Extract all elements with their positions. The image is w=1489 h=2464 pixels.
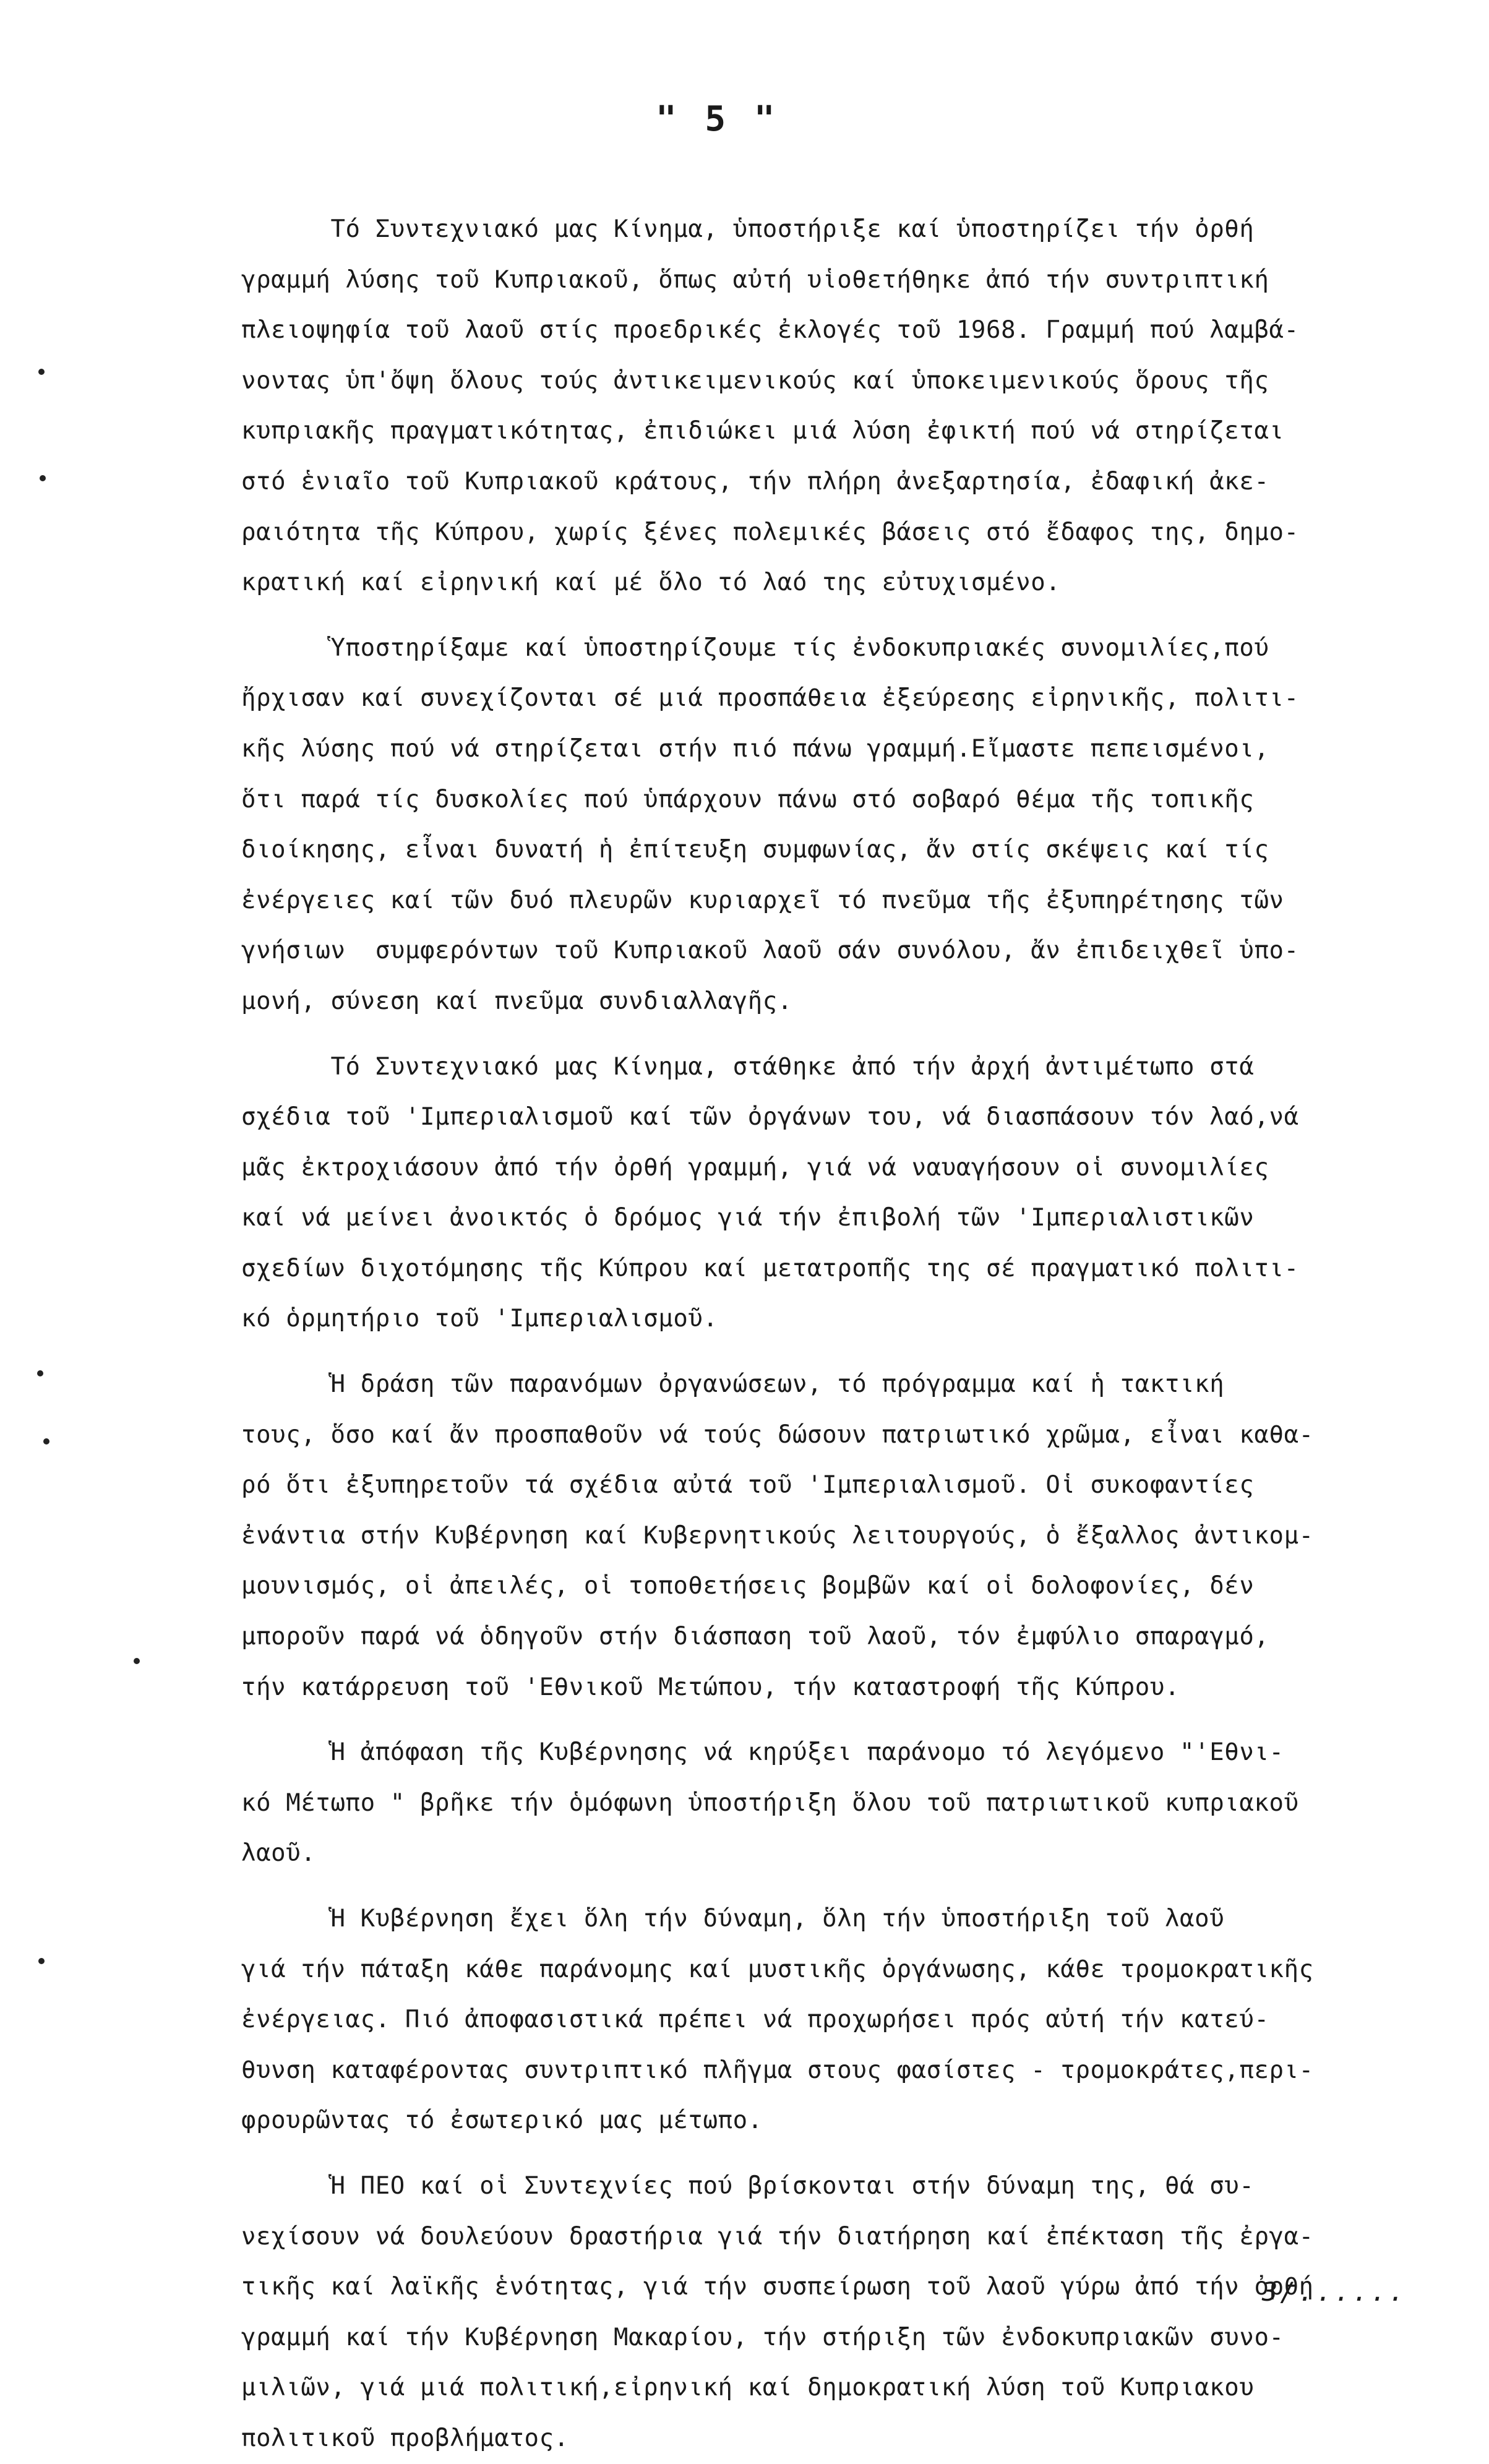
text-line: καί νά μείνει ἀνοικτός ὁ δρόμος γιά τήν ἐπιβολή τῶν 'Ιμπεριαλιστικῶν: [241, 1204, 1255, 1232]
text-line: γιά τήν πάταξη κάθε παράνομης καί μυστικῆς ὀργάνωσης, κάθε τρομοκρατικῆς: [241, 1955, 1314, 1983]
text-line: κό ὁρμητήριο τοῦ 'Ιμπεριαλισμοῦ.: [241, 1305, 718, 1333]
text-line: φρουρῶντας τό ἐσωτερικό μας μέτωπο.: [241, 2106, 763, 2135]
text-line: πλειοψηφία τοῦ λαοῦ στίς προεδρικές ἐκλογές τοῦ 1968. Γραμμή πού λαμβά-: [241, 316, 1299, 345]
text-line: ραιότητα τῆς Κύπρου, χωρίς ξένες πολεμικές βάσεις στό ἔδαφος της, δημο-: [241, 518, 1299, 546]
text-line: Τό Συντεχνιακό μας Κίνημα, στάθηκε ἀπό τήν ἀρχή ἀντιμέτωπο στά: [241, 1052, 1255, 1081]
text-line: ὅτι παρά τίς δυσκολίες πού ὑπάρχουν πάνω στό σοβαρό θέμα τῆς τοπικῆς: [241, 785, 1255, 813]
text-line: Ἡ δράση τῶν παρανόμων ὀργανώσεων, τό πρόγραμμα καί ἡ τακτική: [241, 1370, 1225, 1399]
text-line: νεχίσουν νά δουλεύουν δραστήρια γιά τήν διατήρηση καί ἐπέκταση τῆς ἐργα-: [241, 2222, 1314, 2251]
text-line: σχεδίων διχοτόμησης τῆς Κύπρου καί μετατροπῆς της σέ πραγματικό πολιτι-: [241, 1254, 1299, 1282]
paragraph-4: [241, 1359, 1454, 1712]
scan-speck: [134, 1658, 140, 1664]
text-line: μονή, σύνεση καί πνεῦμα συνδιαλλαγῆς.: [241, 987, 792, 1015]
paragraph-7: [241, 2161, 1454, 2464]
text-line: μιλιῶν, γιά μιά πολιτική,εἰρηνική καί δημοκρατική λύση τοῦ Κυπριακου: [241, 2374, 1255, 2402]
paragraph-3: [241, 1042, 1454, 1345]
text-line: κρατική καί εἰρηνική καί μέ ὅλο τό λαό της εὐτυχισμένο.: [241, 569, 1061, 597]
text-line: μᾶς ἐκτροχιάσουν ἀπό τήν ὀρθή γραμμή, γιά νά ναυαγήσουν οἱ συνομιλίες: [241, 1153, 1269, 1182]
text-line: νοντας ὑπ'ὄψη ὅλους τούς ἀντικειμενικούς καί ὑποκειμενικούς ὅρους τῆς: [241, 366, 1269, 395]
text-line: πολιτικοῦ προβλήματος.: [241, 2424, 569, 2452]
text-line: τικῆς καί λαϊκῆς ἑνότητας, γιά τήν συσπείρωση τοῦ λαοῦ γύρω ἀπό τήν ὀρθή: [241, 2273, 1314, 2301]
text-line: κῆς λύσης πού νά στηρίζεται στήν πιό πάνω γραμμή.Εἴμαστε πεπεισμένοι,: [241, 734, 1269, 763]
text-line: ἐνάντια στήν Κυβέρνηση καί Κυβερνητικούς λειτουργούς, ὁ ἔξαλλος ἀντικομ-: [241, 1521, 1314, 1550]
text-line: τους, ὅσο καί ἄν προσπαθοῦν νά τούς δώσουν πατριωτικό χρῶμα, εἶναι καθα-: [241, 1420, 1314, 1449]
text-line: θυνση καταφέροντας συντριπτικό πλῆγμα στους φασίστες - τρομοκράτες,περι-: [241, 2056, 1314, 2084]
text-line: γραμμή καί τήν Κυβέρνηση Μακαρίου, τήν στήριξη τῶν ἐνδοκυπριακῶν συνο-: [241, 2323, 1284, 2351]
text-line: τήν κατάρρευση τοῦ 'Εθνικοῦ Μετώπου, τήν καταστροφή τῆς Κύπρου.: [241, 1673, 1180, 1701]
text-line: στό ἑνιαῖο τοῦ Κυπριακοῦ κράτους, τήν πλήρη ἀνεξαρτησία, ἐδαφική ἀκε-: [241, 467, 1269, 496]
text-line: κό Μέτωπο " βρῆκε τήν ὁμόφωνη ὑποστήριξη ὅλου τοῦ πατριωτικοῦ κυπριακοῦ: [241, 1788, 1299, 1817]
text-line: Ἡ Κυβέρνηση ἔχει ὅλη τήν δύναμη, ὅλη τήν ὑποστήριξη τοῦ λαοῦ: [241, 1905, 1225, 1933]
text-line: μουνισμός, οἱ ἀπειλές, οἱ τοποθετήσεις βομβῶν καί οἱ δολοφονίες, δέν: [241, 1572, 1255, 1600]
text-line: ἤρχισαν καί συνεχίζονται σέ μιά προσπάθεια ἐξεύρεσης εἰρηνικῆς, πολιτι-: [241, 684, 1299, 713]
scan-speck: [40, 475, 46, 481]
paragraph-1: [241, 204, 1454, 608]
page-number: " 5 ": [656, 99, 779, 139]
paragraph-6: [241, 1894, 1454, 2146]
text-line: μποροῦν παρά νά ὁδηγοῦν στήν διάσπαση τοῦ λαοῦ, τόν ἐμφύλιο σπαραγμό,: [241, 1623, 1269, 1651]
text-line: γραμμή λύσης τοῦ Κυπριακοῦ, ὅπως αὐτή υἱοθετήθηκε ἀπό τήν συντριπτική: [241, 265, 1269, 294]
scan-speck: [38, 369, 45, 375]
scan-speck: [43, 1438, 49, 1444]
paragraph-5: [241, 1727, 1454, 1879]
text-line: κυπριακῆς πραγματικότητας, ἐπιδιώκει μιά λύση ἐφικτή πού νά στηρίζεται: [241, 417, 1284, 445]
body-text: [241, 204, 1454, 2464]
text-line: ἐνέργειες καί τῶν δυό πλευρῶν κυριαρχεῖ τό πνεῦμα τῆς ἐξυπηρέτησης τῶν: [241, 886, 1284, 914]
paragraph-2: [241, 623, 1454, 1027]
text-line: διοίκησης, εἶναι δυνατή ἡ ἐπίτευξη συμφωνίας, ἄν στίς σκέψεις καί τίς: [241, 836, 1269, 864]
text-line: λαοῦ.: [241, 1839, 316, 1868]
text-line: Τό Συντεχνιακό μας Κίνημα, ὑποστήριξε καί ὑποστηρίζει τήν ὀρθή: [241, 215, 1255, 243]
text-line: ἐνέργειας. Πιό ἀποφασιστικά πρέπει νά προχωρήσει πρός αὐτή τήν κατεύ-: [241, 2006, 1269, 2034]
text-line: Ἡ ΠΕΟ καί οἱ Συντεχνίες πού βρίσκονται στήν δύναμη της, θά συ-: [241, 2171, 1255, 2200]
scan-speck: [38, 1958, 45, 1964]
continuation-marker: 3/......: [1262, 2277, 1407, 2307]
text-line: σχέδια τοῦ 'Ιμπεριαλισμοῦ καί τῶν ὀργάνων του, νά διασπάσουν τόν λαό,νά: [241, 1103, 1299, 1131]
text-line: Ἡ ἀπόφαση τῆς Κυβέρνησης νά κηρύξει παράνομο τό λεγόμενο "'Εθνι-: [241, 1738, 1284, 1767]
text-line: ρό ὅτι ἐξυπηρετοῦν τά σχέδια αὐτά τοῦ 'Ιμπεριαλισμοῦ. Οἱ συκοφαντίες: [241, 1471, 1255, 1500]
scan-speck: [37, 1370, 43, 1376]
text-line: γνήσιων συμφερόντων τοῦ Κυπριακοῦ λαοῦ σάν συνόλου, ἄν ἐπιδειχθεῖ ὑπο-: [241, 937, 1299, 965]
text-line: Ὑποστηρίξαμε καί ὑποστηρίζουμε τίς ἐνδοκυπριακές συνομιλίες,πού: [241, 633, 1269, 662]
